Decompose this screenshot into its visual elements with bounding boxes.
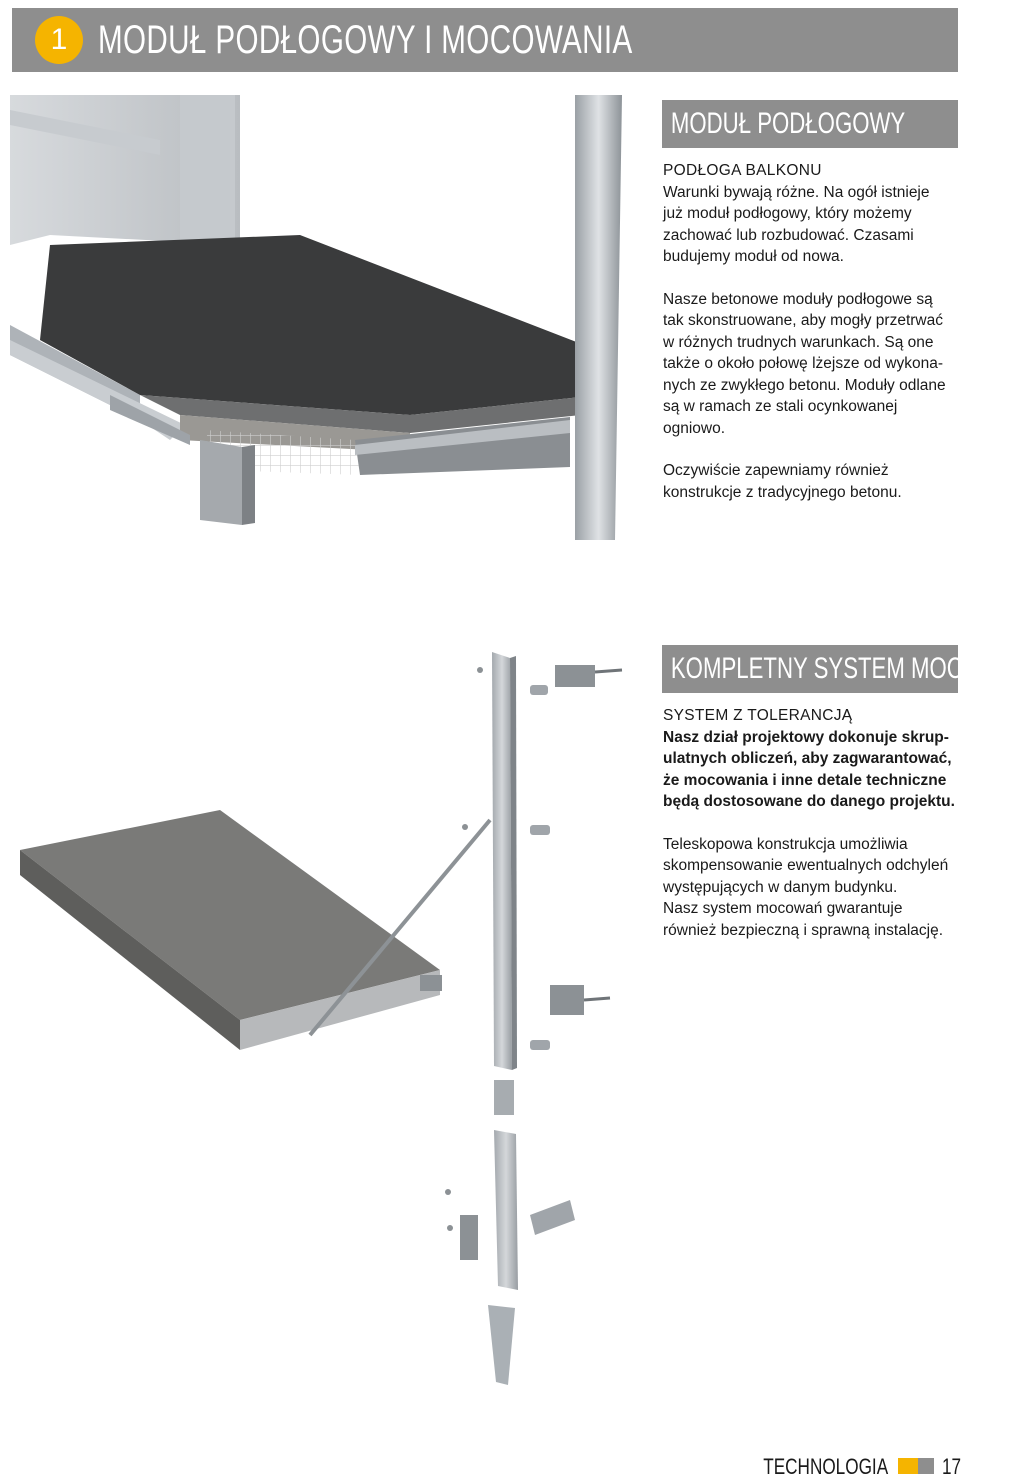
footer-color-marker: [898, 1458, 934, 1474]
section-text-floor-module: [663, 160, 958, 503]
text-line: zachować lub rozbudować. Czasami: [663, 226, 914, 244]
page-number: 17: [942, 1454, 962, 1479]
text-line: są w ramach ze stali ocynkowanej: [663, 398, 898, 415]
text-line: konstrukcje z tradycyjnego betonu.: [663, 483, 902, 501]
section-heading-mounting-system: KOMPLETNY SYSTEM MOCOWAŃ: [662, 645, 958, 693]
text-line: w różnych trudnych warunkach. Są one: [663, 333, 934, 351]
chapter-number-badge: 1: [35, 16, 83, 64]
text-line: już moduł podłogowy, który możemy: [663, 205, 912, 222]
text-line: występujących w danym budynku.: [663, 878, 898, 896]
text-line: Teleskopowa konstrukcja umożliwia: [663, 835, 908, 853]
mounting-system-illustration: [10, 640, 650, 1400]
section-text-mounting-system: [663, 705, 958, 941]
section-heading-floor-module: MODUŁ PODŁOGOWY: [662, 100, 958, 148]
section-caption: SYSTEM Z TOLERANCJĄ: [663, 707, 853, 724]
text-line: tak skonstruowane, aby mogły przetrwać: [663, 312, 943, 329]
text-line: budujemy moduł od nowa.: [663, 248, 844, 265]
text-line: Nasz system mocowań gwarantuje: [663, 900, 903, 917]
text-line: nych ze zwykłego betonu. Moduły odlane: [663, 376, 946, 394]
text-line: ogniowo.: [663, 419, 726, 437]
text-line: Warunki bywają różne. Na ogół istnieje: [663, 183, 930, 201]
text-line: ulatnych obliczeń, aby zagwarantować,: [663, 750, 952, 767]
text-line: Oczywiście zapewniamy również: [663, 462, 889, 479]
text-line: również bezpieczną i sprawną instalację.: [663, 921, 944, 939]
text-line: będą dostosowane do danego projektu.: [663, 793, 955, 810]
text-line: skompensowanie ewentualnych odchyleń: [663, 857, 949, 874]
text-line: Nasz dział projektowy dokonuje skrup-: [663, 728, 949, 746]
text-line: Nasze betonowe moduły podłogowe są: [663, 290, 933, 308]
section-caption: PODŁOGA BALKONU: [663, 162, 822, 179]
balcony-floor-illustration: [10, 95, 640, 575]
footer-section-label: TECHNOLOGIA: [763, 1454, 888, 1479]
text-line: także o około połowę lżejsze od wykona-: [663, 355, 944, 372]
text-line: że mocowania i inne detale techniczne: [663, 771, 947, 789]
page-title: MODUŁ PODŁOGOWY I MOCOWANIA: [98, 18, 633, 62]
